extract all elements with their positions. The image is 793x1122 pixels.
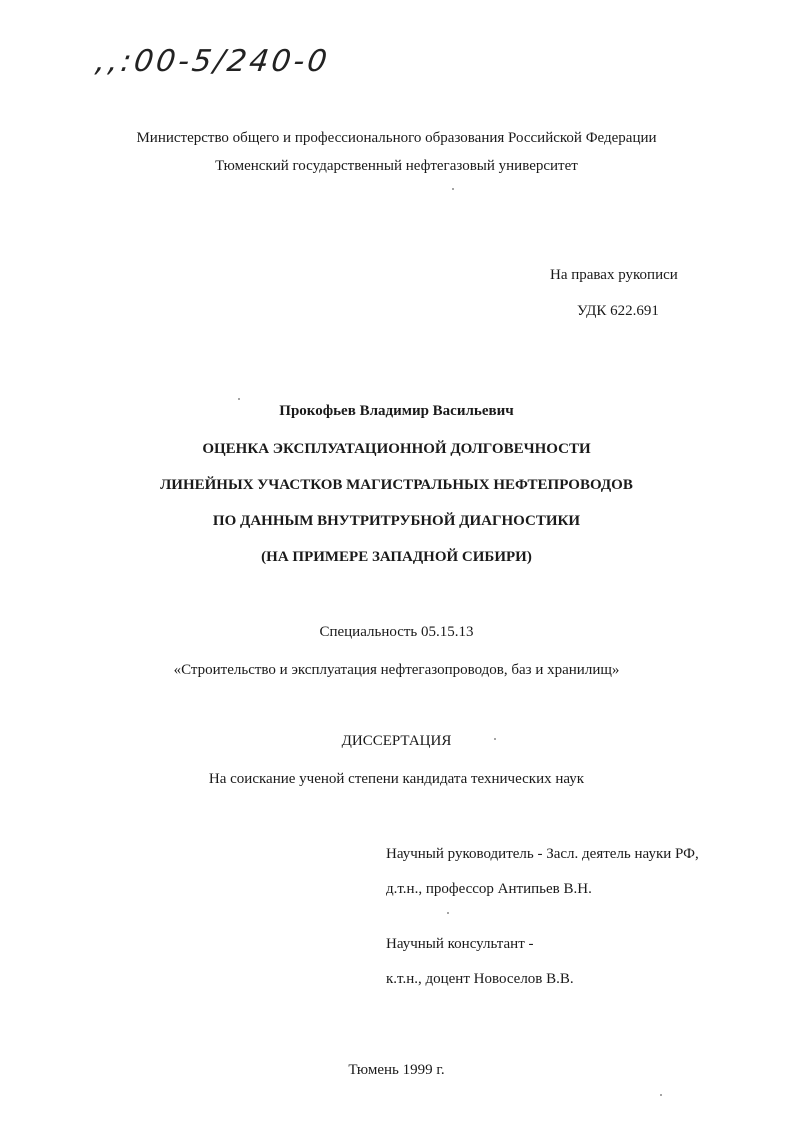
title-line-1: ОЦЕНКА ЭКСПЛУАТАЦИОННОЙ ДОЛГОВЕЧНОСТИ: [202, 441, 591, 457]
supervisor-line-2: д.т.н., профессор Антипьев В.Н.: [386, 881, 592, 897]
title-line-4: (НА ПРИМЕРЕ ЗАПАДНОЙ СИБИРИ): [261, 549, 532, 565]
udk-code: УДК 622.691: [577, 303, 659, 319]
manuscript-rights: На правах рукописи: [550, 267, 678, 283]
scan-speck: [452, 188, 454, 190]
scan-speck: [660, 1094, 662, 1096]
specialty-code: Специальность 05.15.13: [319, 624, 474, 640]
scan-speck: [494, 738, 496, 740]
ministry-line: Министерство общего и профессионального образования Российской Федерации: [136, 130, 657, 146]
consultant-line-1: Научный консультант -: [386, 936, 534, 952]
handwritten-registration-number: ,,:00-5/240-0: [93, 44, 333, 79]
specialty-name: «Строительство и эксплуатация нефтегазопроводов, баз и хранилищ»: [173, 662, 620, 678]
scan-speck: [238, 398, 240, 400]
author-name: Прокофьев Владимир Васильевич: [279, 403, 514, 419]
title-line-3: ПО ДАННЫМ ВНУТРИТРУБНОЙ ДИАГНОСТИКИ: [212, 513, 581, 529]
place-and-year: Тюмень 1999 г.: [348, 1062, 445, 1078]
title-line-2: ЛИНЕЙНЫХ УЧАСТКОВ МАГИСТРАЛЬНЫХ НЕФТЕПРОВОДОВ: [160, 477, 633, 493]
supervisor-line-1: Научный руководитель - Засл. деятель науки РФ,: [386, 846, 699, 862]
work-type: ДИССЕРТАЦИЯ: [341, 733, 452, 749]
degree-line: На соискание ученой степени кандидата технических наук: [208, 771, 585, 787]
university-line: Тюменский государственный нефтегазовый университет: [215, 158, 578, 174]
consultant-line-2: к.т.н., доцент Новоселов В.В.: [386, 971, 574, 987]
scan-speck: [447, 912, 449, 914]
